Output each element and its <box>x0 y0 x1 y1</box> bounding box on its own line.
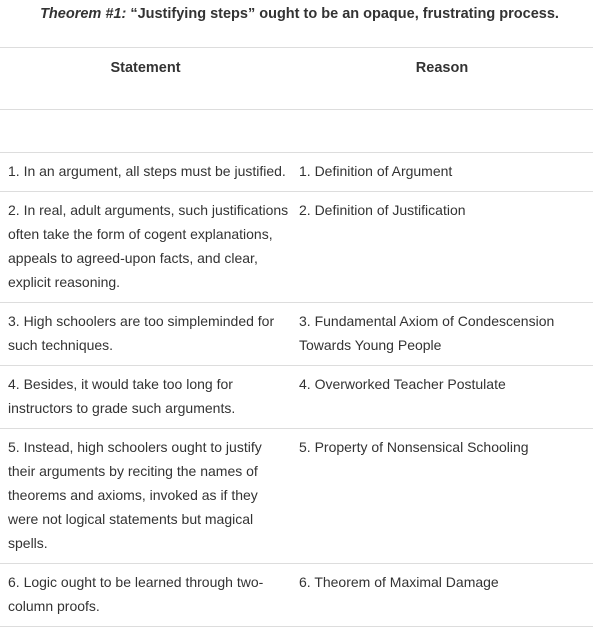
table-row <box>0 153 593 192</box>
two-column-proof-table <box>0 47 593 627</box>
table-row <box>0 192 593 303</box>
theorem-title <box>0 5 599 23</box>
statement-header: Statement <box>0 48 291 110</box>
empty-row <box>0 110 593 153</box>
statement-cell: 4. Besides, it would take too long for instructors to grade such arguments. <box>0 366 291 429</box>
statement-cell: 1. In an argument, all steps must be justified. <box>0 153 291 192</box>
reason-header: Reason <box>291 48 593 110</box>
reason-cell: 1. Definition of Argument <box>291 153 593 192</box>
reason-cell: 4. Overworked Teacher Postulate <box>291 366 593 429</box>
statement-cell: 3. High schoolers are too simpleminded for such techniques. <box>0 303 291 366</box>
statement-cell: 5. Instead, high schoolers ought to justify their arguments by reciting the names of theorems and axioms, invoked as if they were not logical statements but magical spells. <box>0 429 291 564</box>
table-row <box>0 303 593 366</box>
header-row <box>0 48 593 110</box>
reason-cell: 6. Theorem of Maximal Damage <box>291 564 593 627</box>
theorem-statement: “Justifying steps” ought to be an opaque, frustrating process. <box>126 6 559 22</box>
statement-cell: 6. Logic ought to be learned through two-column proofs. <box>0 564 291 627</box>
table-row <box>0 429 593 564</box>
table-row <box>0 366 593 429</box>
reason-cell: 5. Property of Nonsensical Schooling <box>291 429 593 564</box>
reason-cell: 3. Fundamental Axiom of Condescension Towards Young People <box>291 303 593 366</box>
theorem-label: Theorem #1: <box>40 6 127 22</box>
statement-cell: 2. In real, adult arguments, such justifications often take the form of cogent explanations, appeals to agreed-upon facts, and clear, explicit reasoning. <box>0 192 291 303</box>
table-row <box>0 564 593 627</box>
reason-cell: 2. Definition of Justification <box>291 192 593 303</box>
